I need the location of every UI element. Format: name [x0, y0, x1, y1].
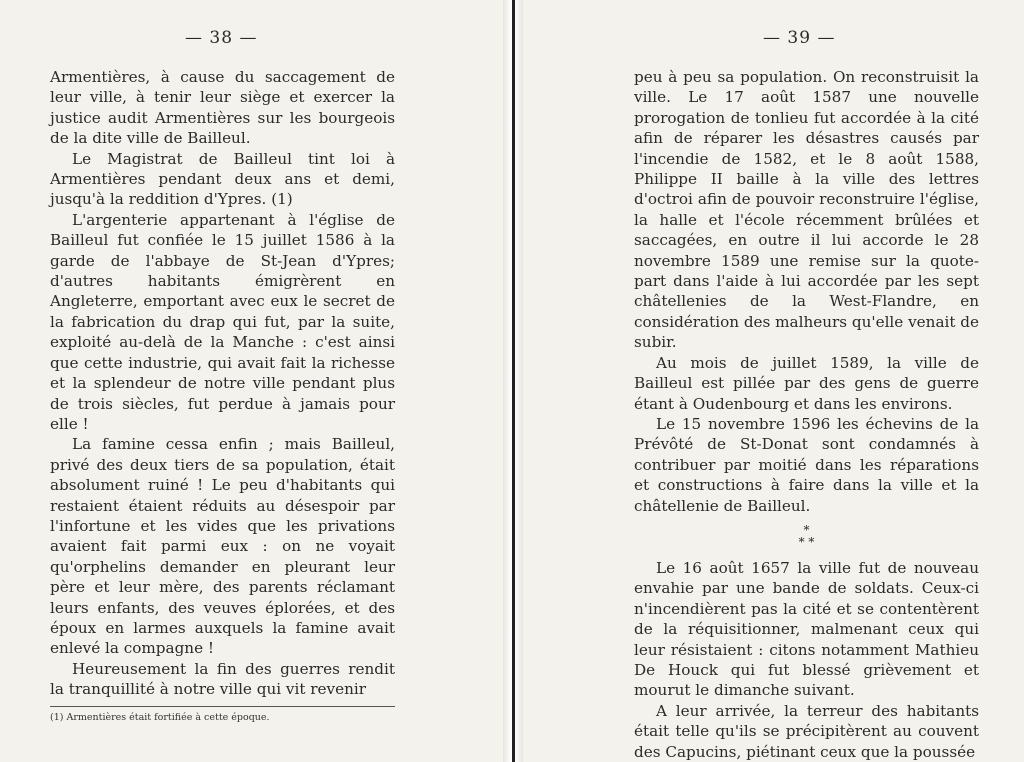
- right-page: [520, 0, 1024, 762]
- left-page: [0, 0, 505, 762]
- paragraph: Le 16 août 1657 la ville fut de nouveau envahie par une bande de soldats. Ceux-ci n'incendièrent pas la cité et se contentèrent de la réquisitionner, malmenant ceux qui leur résistaient : citons notamment Mathieu De Houck qui fut blessé grièvement et mourut le dimanche suivant.: [634, 558, 979, 700]
- paragraph: A leur arrivée, la terreur des habitants était telle qu'ils se précipitèrent au couvent des Capucins, piétinant ceux que la poussée: [634, 701, 979, 761]
- right-body-text: [634, 67, 979, 762]
- paragraph: Armentières, à cause du saccagement de leur ville, à tenir leur siège et exercer la justice audit Armentières sur les bourgeois de la dite ville de Bailleul.: [50, 68, 395, 148]
- paragraph: Heureusement la fin des guerres rendit la tranquillité à notre ville qui vit revenir: [50, 659, 395, 699]
- asterism-top: *: [803, 522, 810, 537]
- footnote-divider: [50, 706, 395, 707]
- binding-line: [512, 0, 515, 762]
- section-break-asterism: [634, 524, 979, 548]
- left-body-text: [50, 67, 395, 700]
- paragraph: La famine cessa enfin ; mais Bailleul, privé des deux tiers de sa population, était absolument ruiné ! Le peu d'habitants qui restaient étaient réduits au désespoir par l'infortune et les vides que les privations avaient fait parmi eux : on ne voyait qu'orphelins demander en pleurant leur père et leur mère, des parents réclamant leurs enfants, des veuves éplorées, et des époux en larmes auxquels la famine avait enlevé la compagne !: [50, 435, 395, 658]
- paragraph: Au mois de juillet 1589, la ville de Bailleul est pillée par des gens de guerre étant à Oudenbourg et dans les environs.: [634, 353, 979, 413]
- page-number-left: — 38 —: [185, 28, 258, 48]
- footnote: (1) Armentières était fortifiée à cette époque.: [50, 712, 270, 723]
- paragraph: Le Magistrat de Bailleul tint loi à Armentières pendant deux ans et demi, jusqu'à la reddition d'Ypres. (1): [50, 149, 395, 209]
- paragraph: peu à peu sa population. On reconstruisit la ville. Le 17 août 1587 une nouvelle prorogation de tonlieu fut accordée à la cité afin de réparer les désastres causés par l'incendie de 1582, et le 8 août 1588, Philippe II baille à la ville des lettres d'octroi afin de pouvoir reconstruire l'église, la halle et l'école récemment brûlées et saccagées, en outre il lui accorde le 28 novembre 1589 une remise sur la quote-part dans l'aide à lui accordée par les sept châtellenies de la West-Flandre, en considération des malheurs qu'elle venait de subir.: [634, 68, 979, 352]
- paragraph: L'argenterie appartenant à l'église de Bailleul fut confiée le 15 juillet 1586 à la garde de l'abbaye de St-Jean d'Ypres; d'autres habitants émigrèrent en Angleterre, emportant avec eux le secret de la fabrication du drap qui fut, par la suite, exploité au-delà de la Manche : c'est ainsi que cette industrie, qui avait fait la richesse et la splendeur de notre ville pendant plus de trois siècles, fut perdue à jamais pour elle !: [50, 210, 395, 433]
- paragraph: Le 15 novembre 1596 les échevins de la Prévôté de St-Donat sont condamnés à contribuer par moitié dans les réparations et constructions à faire dans la ville et la châtellenie de Bailleul.: [634, 414, 979, 515]
- page-number-right: — 39 —: [763, 28, 836, 48]
- asterism-bottom: * *: [798, 534, 815, 549]
